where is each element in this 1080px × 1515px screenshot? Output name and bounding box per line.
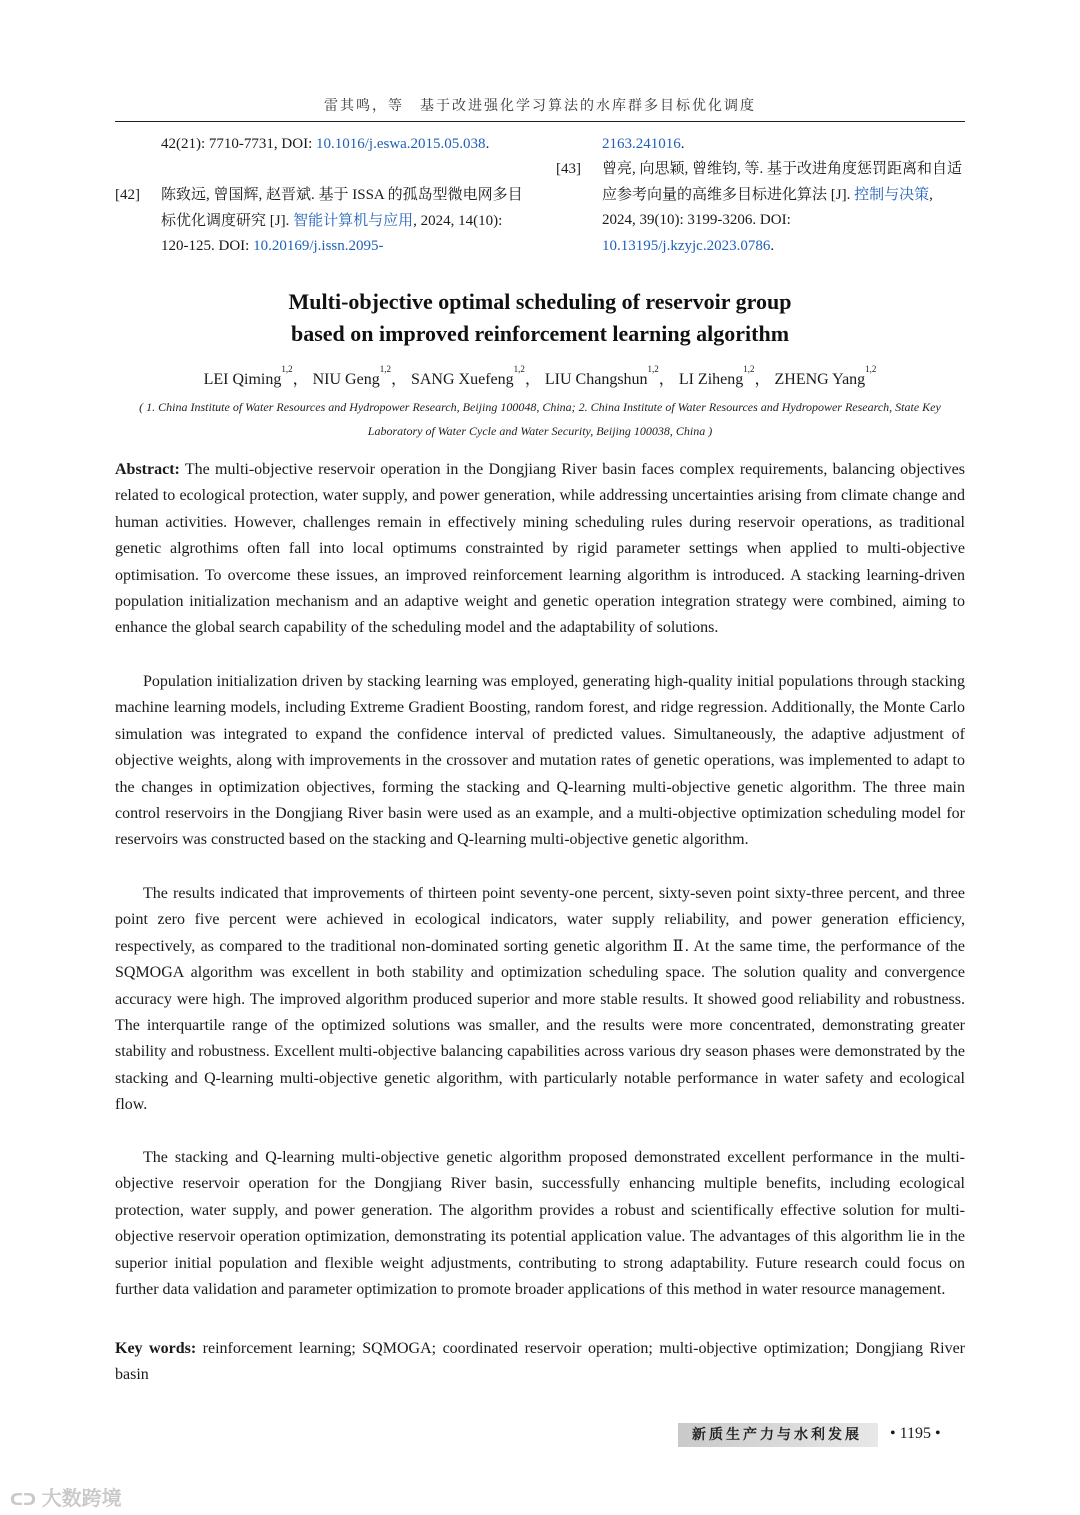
title-line-1: Multi-objective optimal scheduling of reservoir group — [288, 289, 792, 314]
author: LI Ziheng$^{1,2}$ — [678, 364, 755, 388]
reference-text: 曾亮, 向思颖, 曾维钧, 等. 基于改进角度惩罚距离和自适应参考向量的高维多目标进化算法 [J]. — [602, 161, 963, 203]
reference-number: [43] — [556, 161, 581, 177]
abstract-paragraph-2: Population initialization driven by stacking learning was employed, generating high-quality initial populations through stacking machine learning models, including Extreme Gradient Boosting, random forest, and ridge regression. Additionally, the Monte Carlo simulation was integrated to expand the confidence interval of predicted values. Simultaneously, the adaptive adjustment of objective weights, along with improvements in the crossover and mutation rates of genetic operations, was implemented to adapt to the changes in optimization objectives, forming the stacking and Q-learning multi-objective genetic algorithm. The three main control reservoirs in the Dongjiang River basin were used as an example, and a multi-objective optimization scheduling model for reservoirs was constructed based on the stacking and Q-learning multi-objective genetic algorithm. — [115, 673, 965, 849]
reference-text: 42(21): 7710-7731, DOI: — [161, 136, 316, 152]
title-line-2: based on improved reinforcement learning algorithm — [290, 321, 790, 346]
author: LEI Qiming$^{1,2}$ — [203, 364, 293, 388]
watermark-icon: ᑕᑐ — [10, 1490, 42, 1509]
abstract-paragraph-3: The results indicated that improvements of thirteen point seventy-one percent, sixty-seven point sixty-three percent, and three point zero five percent were achieved in ecological indicators, water supply reliability, and power generation efficiency, respectively, as compared to the traditional non-dominated sorting genetic algorithm Ⅱ. At the same time, the performance of the SQMOGA algorithm was excellent in both stability and optimization scheduling space. The solution quality and convergence accuracy were high. The improved algorithm produced superior and more stable results. It showed good reliability and robustness. The interquartile range of the optimized solutions was smaller, and the results were more concentrated, demonstrating greater stability and robustness. Excellent multi-objective balancing capabilities across various dry season phases were demonstrated by the stacking and Q-learning multi-objective genetic algorithm, with particularly notable performance in water safety and ecological flow. — [115, 885, 965, 1114]
journal-link[interactable]: 控制与决策 — [854, 186, 930, 203]
author: SANG Xuefeng$^{1,2}$ — [410, 364, 525, 388]
journal-link[interactable]: 智能计算机与应用 — [293, 212, 414, 229]
abstract-paragraph-4: The stacking and Q-learning multi-objective genetic algorithm proposed demonstrated excellent performance in the multi-objective reservoir operation for the Dongjiang River basin, successfully enhancing multiple benefits, including ecological protection, water supply, and power generation. The algorithm provides a robust and scientifically effective solution for multi-objective reservoir operation optimization, demonstrating its potential application value. The advantages of this algorithm lie in the superior initial population and flexible weight adjustments, contributing to strong adaptability. Future research could focus on further data validation and parameter optimization to promote broader applications of this method in water resource management. — [115, 1149, 965, 1299]
doi-link[interactable]: 2163.241016 — [602, 136, 681, 152]
keywords: Key words: reinforcement learning; SQMOGA; coordinated reservoir operation; multi-objective optimization; Dongjiang River basin — [115, 1340, 966, 1384]
reference-42-continued: 2163.241016. — [602, 136, 685, 152]
header-rule — [115, 121, 965, 122]
abstract-paragraph-1: Abstract: The multi-objective reservoir operation in the Dongjiang River basin faces complex requirements, balancing objectives related to ecological protection, water supply, and power generation, while addressing uncertainties arising from climate change and human activities. However, challenges remain in effectively mining scheduling rules during reservoir operations, as traditional genetic algrothims often fall into local optimums constrainted by rigid parameter settings when applied to multi-objective optimisation. To overcome these issues, an improved reinforcement learning algorithm is introduced. A stacking learning-driven population initialization mechanism and an adaptive weight and genetic operation integration strategy were combined, aiming to enhance the global search capability of the scheduling model and the adaptability of solutions. — [115, 461, 965, 637]
reference-42: [42] 陈致远, 曾国辉, 赵晋斌. 基于 ISSA 的孤岛型微电网多目标优化调度研究 [J]. 智能计算机与应用, 2024, 14(10): 120-125. DOI: 10.20169/j.issn.2095- — [115, 183, 525, 260]
reference-number: [42] — [115, 187, 140, 203]
doi-link[interactable]: 10.1016/j.eswa.2015.05.038 — [315, 136, 486, 152]
paper-title — [0, 286, 1080, 350]
affiliations: ( 1. China Institute of Water Resources and Hydropower Research, Beijing 100048, China; 2. China Institute of Water Resources and Hydropower Research, State Key Laboratory of Water Cycle and Water Security, Beijing 100038, China ) — [139, 400, 941, 438]
doi-link[interactable]: 10.20169/j.issn.2095- — [253, 238, 384, 254]
page-number: • 1195 • — [890, 1425, 941, 1442]
author: NIU Geng$^{1,2}$ — [312, 364, 391, 388]
watermark: ᑕᑐ 大数跨境 — [10, 1486, 122, 1510]
footer-journal-band: 新质生产力与水利发展 — [678, 1423, 878, 1447]
abstract-label: Abstract: — [115, 461, 180, 478]
author-list: LEI Qiming$^{1,2}$， NIU Geng$^{1,2}$， SANG Xuefeng$^{1,2}$， LIU Changshun$^{1,2}$， LI Ziheng$^{1,2}$， ZHENG Yang$^{1,2}$ — [203, 364, 877, 388]
running-head: 雷其鸣，等 基于改进强化学习算法的水库群多目标优化调度 — [324, 98, 756, 114]
doi-link[interactable]: 10.13195/j.kzyjc.2023.0786 — [602, 237, 771, 254]
reference-41-continued: 42(21): 7710-7731, DOI: 10.1016/j.eswa.2015.05.038. — [161, 136, 490, 152]
reference-text: 陈致远, 曾国辉, 赵晋斌. 基于 ISSA 的孤岛型微电网多目标优化调度研究 [J]. — [161, 187, 523, 229]
keywords-label: Key words: — [115, 1340, 197, 1357]
author: ZHENG Yang$^{1,2}$ — [774, 364, 877, 388]
author: LIU Changshun$^{1,2}$ — [544, 364, 659, 388]
reference-43: [43] 曾亮, 向思颖, 曾维钧, 等. 基于改进角度惩罚距离和自适应参考向量的高维多目标进化算法 [J]. 控制与决策, 2024, 39(10): 3199-3206. DOI: 10.13195/j.kzyjc.2023.0786. — [556, 157, 966, 259]
